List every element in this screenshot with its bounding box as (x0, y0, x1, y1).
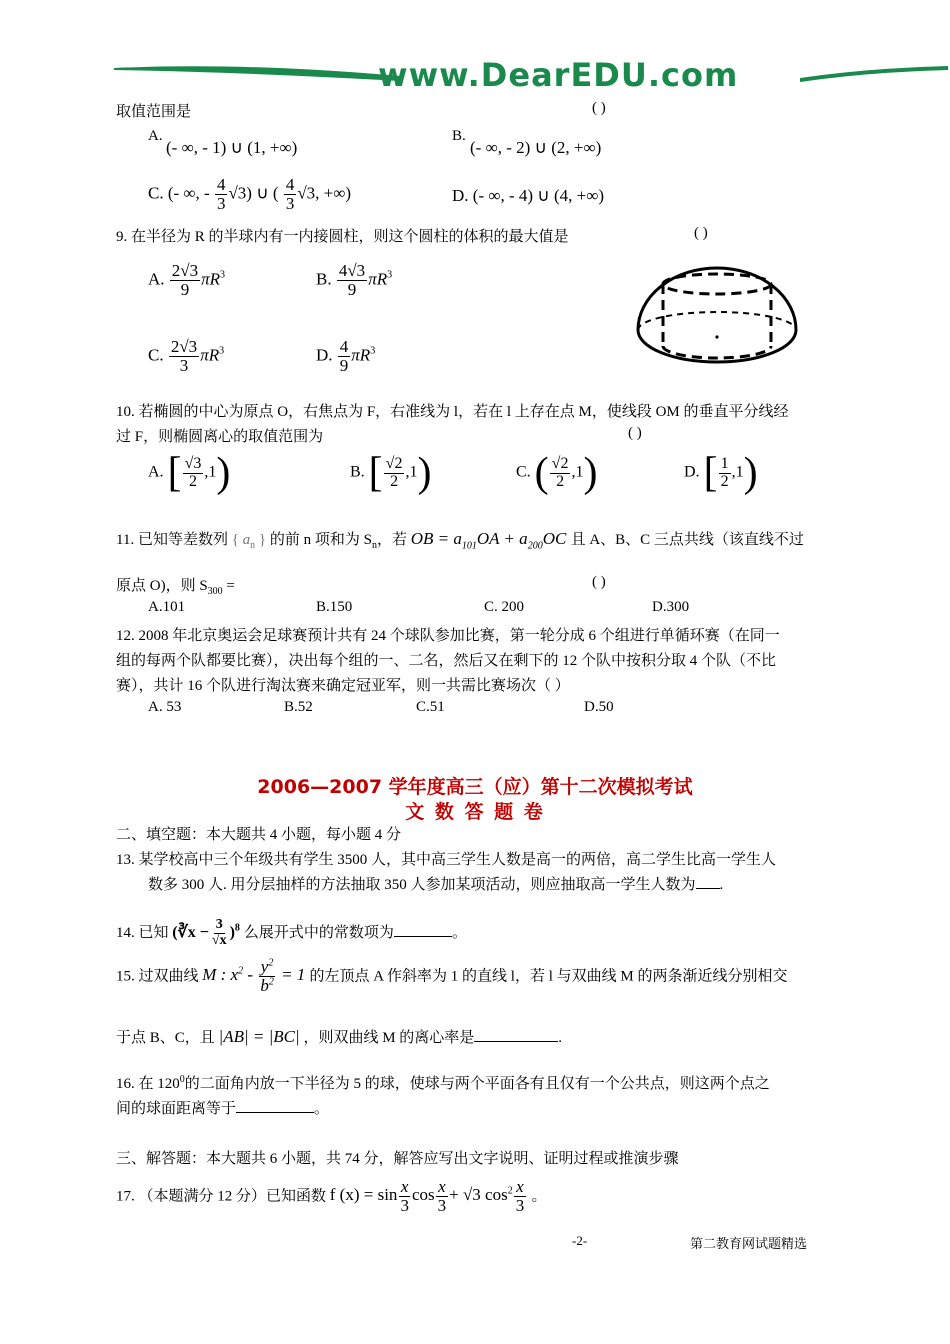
q8-option-c-frac1: $\frac{4}{3}$ (216, 175, 226, 213)
q14-expression: (∛x − $\frac{3}{√x}$ )$^8$ (172, 917, 240, 948)
q10-question-line2: 过 F，则椭圆离心的取值范围为 (116, 429, 324, 445)
q9-option-a-label: A. (148, 269, 165, 289)
q16-answer-blank[interactable] (236, 1098, 314, 1113)
q15-question-line1: 15. 过双曲线 M : $x^2$ - $\frac{y^2}{b^2}$ = 1 的左顶点 A 作斜率为 1 的直线 l，若 l 与双曲线 M 的两条渐近线分别相交 (116, 957, 788, 995)
q14-question: 14. 已知 (∛x − $\frac{3}{√x}$ )$^8$ 么展开式中的常数项为 。 (116, 917, 467, 948)
section-fill-in-heading: 二、填空题：本大题共 4 小题，每小题 4 分 (116, 827, 402, 843)
q12-option-c: C.51 (416, 699, 445, 715)
exam-subtitle: 文 数 答 题 卷 (405, 801, 545, 823)
q11-answer-paren: ( ) (592, 574, 606, 590)
q11-prefix: 11. 已知等差数列 (116, 532, 228, 548)
q10-option-c-label: C. (516, 463, 531, 481)
section-solutions-heading: 三、解答题：本大题共 6 小题，共 74 分，解答应写出文字说明、证明过程或推演步骤 (116, 1151, 679, 1167)
q10-question-line1: 10. 若椭圆的中心为原点 O，右焦点为 F，右准线为 l，若在 l 上存在点 M，使线段 OM 的垂直平分线经 (116, 404, 789, 420)
q10-option-a-label: A. (148, 463, 164, 481)
hemisphere-cylinder-figure (632, 262, 802, 372)
q11-option-a: A.101 (148, 599, 186, 615)
q8-option-a: (- ∞, - 1) ∪ (1, +∞) (166, 138, 298, 157)
q13-answer-blank[interactable] (696, 874, 720, 889)
q9-option-b: B. $\frac{4√3}{9}$ $\pi R^3$ (316, 261, 393, 299)
q8-option-c-part2: 3) ∪ ( (237, 183, 279, 203)
q16-question-line2: 间的球面距离等于 。 (116, 1097, 329, 1118)
q10-option-b: B. [ $\frac{√2}{2}$ ,1) (350, 450, 432, 496)
q10-option-c: C. ( $\frac{√2}{2}$ ,1) (516, 450, 598, 496)
q12-question-line1: 12. 2008 年北京奥运会足球赛预计共有 24 个球队参加比赛，第一轮分成 6 个组进行单循环赛（在同一 (116, 628, 780, 644)
q8-option-b: (- ∞, - 2) ∪ (2, +∞) (470, 138, 602, 157)
q9-option-d: D. $\frac{4}{9}$ $\pi R^3$ (316, 337, 376, 375)
q12-question-line2: 组的每两个队都要比赛），决出每个组的一、二名，然后又在剩下的 12 个队中按积分取 4 个队（不比 (116, 653, 777, 669)
q17-function: f (x) = sin $\frac{x}{3}$ cos $\frac{x}{3}$ + √3 $\cos^2$ $\frac{x}{3}$ (329, 1177, 525, 1215)
q12-option-d: D.50 (584, 699, 614, 715)
q14-answer-blank[interactable] (394, 922, 452, 937)
q8-option-d (452, 186, 604, 206)
exam-title: 2006—2007 学年度高三（应）第十二次模拟考试 (257, 776, 693, 798)
q16-question-line1: 16. 在 $120^0$的二面角内放一下半径为 5 的球，使球与两个平面各有且仅有一个公共点，则这两个点之 (116, 1074, 770, 1092)
q11-question-line2: 原点 O)，则 $S_{300}$ = (116, 578, 235, 597)
site-logo-text: www.DearEDU.com (378, 56, 739, 94)
q11-option-b: B.150 (316, 599, 353, 615)
footer-source: 第二教育网试题精选 (690, 1236, 808, 1251)
q13-line1: 13. 某学校高中三个年级共有学生 3500 人，其中高三学生人数是高一的两倍，高二学生比高一学生人 (116, 852, 777, 868)
q10-option-b-label: B. (350, 463, 365, 481)
q8-option-c-part1: (- ∞, - (167, 183, 210, 203)
q9-answer-paren: ( ) (694, 225, 708, 241)
q12-option-b: B.52 (284, 699, 313, 715)
q8-option-c-frac2: $\frac{4}{3}$ (285, 175, 295, 213)
q17-question: 17. （本题满分 12 分）已知函数 f (x) = sin $\frac{x}{3}$ cos $\frac{x}{3}$ + √3 $\cos^2$ $\frac{x}{3}$ 。 (116, 1177, 547, 1215)
q8-option-d-label: D. (452, 186, 469, 205)
q11-mid: 的前 n 项和为 S (269, 532, 372, 548)
q8-option-a-label: A. (148, 128, 163, 144)
q9-option-d-label: D. (316, 345, 333, 365)
q11-vector-equation: OB = $a_{101}OA + a_{200}OC$ (410, 529, 567, 552)
q8-option-c: C. (- ∞, - $\frac{4}{3}$ √3) ∪ ( $\frac{4}{3}$ √3, +∞) (148, 175, 352, 213)
q8-option-b-label: B. (452, 128, 466, 144)
q15-question-line2: 于点 B、C，且 |AB| = |BC| ，则双曲线 M 的离心率是 . (116, 1027, 563, 1046)
q9-option-a: A. $\frac{2√3}{9}$ $\pi R^3$ (148, 261, 226, 299)
q12-option-a: A. 53 (148, 699, 182, 715)
q10-option-a: A. [ $\frac{√3}{2}$ ,1) (148, 450, 231, 496)
q10-option-d: D. [ $\frac{1}{2}$ ,1) (684, 450, 758, 496)
q8-option-c-part3: 3, +∞) (306, 183, 352, 203)
q9-option-c-label: C. (148, 345, 164, 365)
q9-question: 9. 在半径为 R 的半球内有一内接圆柱，则这个圆柱的体积的最大值是 (116, 229, 569, 245)
q11-option-c: C. 200 (484, 599, 525, 615)
q11-question-line1: 11. 已知等差数列 { $a_n$ } 的前 n 项和为 $S_n$，若 OB = $a_{101}OA + a_{200}OC$ 且 A、B、C 三点共线（该直线不过 (116, 529, 804, 552)
q8-answer-paren: ( ) (592, 100, 606, 116)
page-number: -2- (572, 1233, 588, 1248)
q8-continued-text: 取值范围是 (116, 104, 192, 120)
q13-line2: 数多 300 人. 用分层抽样的方法抽取 350 人参加某项活动，则应抽取高一学生人数为 . (148, 873, 723, 894)
q11-option-d: D.300 (652, 599, 690, 615)
q11-sequence: { $a_n$ } (231, 532, 267, 551)
q10-answer-paren: ( ) (628, 425, 642, 441)
q8-option-c-label: C. (148, 183, 164, 203)
header-banner (110, 58, 950, 98)
q9-option-c: C. $\frac{2√3}{3}$ $\pi R^3$ (148, 337, 225, 375)
q11-postfix: 且 A、B、C 三点共线（该直线不过 (570, 532, 804, 548)
q10-option-d-label: D. (684, 463, 700, 481)
q8-option-d-text: (- ∞, - 4) ∪ (4, +∞) (472, 186, 605, 205)
q15-abs-equation: |AB| = |BC| (218, 1027, 300, 1046)
q9-option-b-label: B. (316, 269, 332, 289)
q15-hyperbola-equation: M : $x^2$ - $\frac{y^2}{b^2}$ = 1 (202, 957, 306, 995)
q12-question-line3: 赛），共计 16 个队进行淘汰赛来确定冠亚军，则一共需比赛场次（ ） (116, 678, 570, 694)
q15-answer-blank[interactable] (474, 1027, 558, 1042)
